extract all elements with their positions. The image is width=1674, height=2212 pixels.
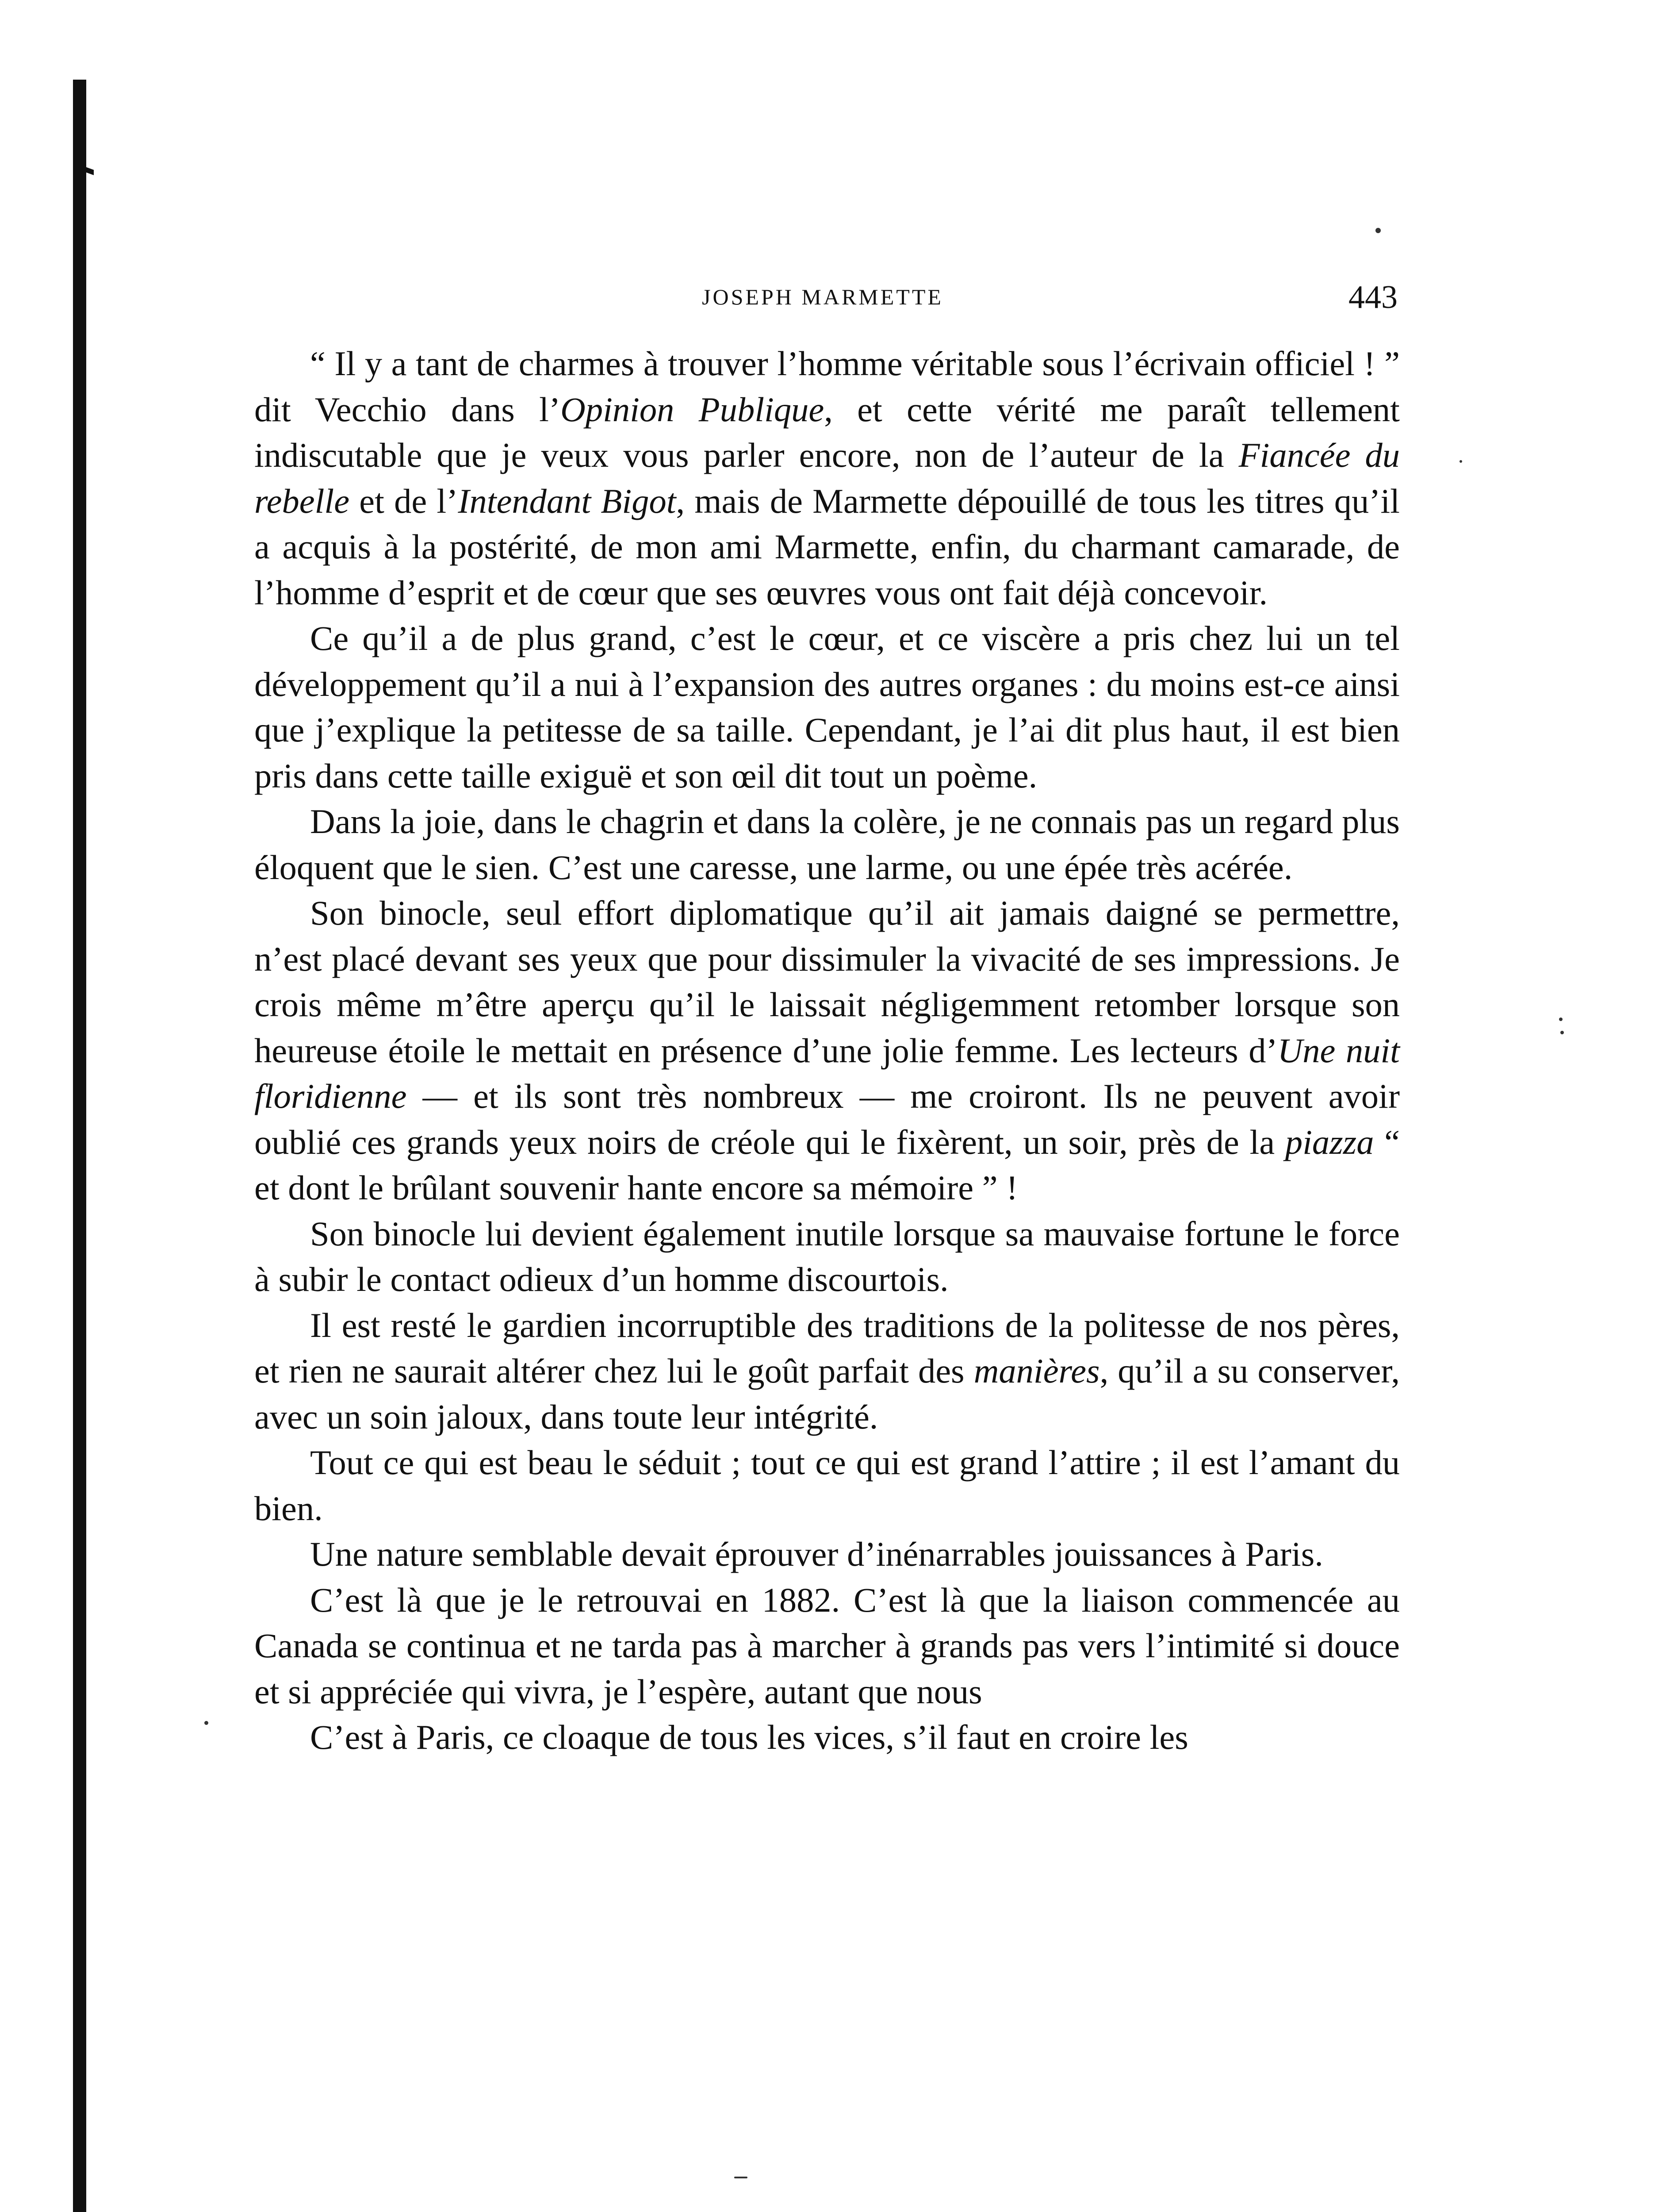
scan-speck	[1560, 1031, 1564, 1034]
text-run: — et ils sont très nombreux — me croiront. Ils ne peuvent avoir oublié ces grands yeux noirs de créole qui le fixèrent, un soir, près de la	[254, 1077, 1400, 1161]
text-run: Son binocle lui devient également inutile lorsque sa mauvaise fortune le force à subir le contact odieux d’un homme discourtois.	[254, 1214, 1400, 1298]
text-run: C’est là que je le retrouvai en 1882. C’est là que la liaison commencée au Canada se continua et ne tarda pas à marcher à grands pas vers l’intimité si douce et si appréciée qui vivra, je l’espère, autant que nous	[254, 1580, 1400, 1711]
paragraph-3	[254, 799, 1400, 890]
italic-title: Intendant Bigot	[458, 481, 676, 520]
text-run: C’est à Paris, ce cloaque de tous les vices, s’il faut en croire les	[310, 1718, 1188, 1756]
text-run: Son binocle, seul effort diplomatique qu’il ait jamais daigné se permettre, n’est placé devant ses yeux que pour dissimuler la vivacité de ses impressions. Je crois même m’être aperçu qu’il le laissait négligemment retomber lorsque son heureuse étoile le mettait en présence d’une jolie femme. Les lecteurs d’	[254, 894, 1400, 1070]
italic-title: Fiancée du rebelle	[254, 436, 1400, 520]
paragraph-10	[254, 1714, 1400, 1760]
scan-speck	[734, 2177, 747, 2178]
italic-title: Une nuit floridienne	[254, 1031, 1400, 1115]
page-number: 443	[1348, 279, 1398, 315]
book-spine-edge	[73, 80, 86, 2212]
running-head: JOSEPH MARMETTE	[702, 284, 943, 309]
paragraph-2	[254, 615, 1400, 799]
body-text	[254, 341, 1400, 1760]
text-run: Dans la joie, dans le chagrin et dans la colère, je ne connais pas un regard plus éloquent que le sien. C’est une caresse, une larme, ou une épée très acérée.	[254, 802, 1400, 887]
scan-speck	[204, 1721, 208, 1725]
italic-word: piazza	[1285, 1122, 1374, 1161]
scan-speck	[1375, 228, 1381, 233]
paragraph-4	[254, 890, 1400, 1211]
text-run: Il est resté le gardien incorruptible des traditions de la politesse de nos pères, et rien ne saurait altérer chez lui le goût parfait des	[254, 1306, 1400, 1390]
text-run: , et cette vérité me paraît tellement indiscutable que je veux vous parler encore, non de l’auteur de la	[254, 390, 1400, 474]
scan-speck	[1459, 460, 1462, 463]
paragraph-6	[254, 1302, 1400, 1440]
italic-title: Opinion Publique	[560, 390, 824, 429]
text-run: “ et dont le brûlant souvenir hante encore sa mémoire ” !	[254, 1122, 1400, 1207]
paragraph-7	[254, 1440, 1400, 1531]
paragraph-8	[254, 1531, 1400, 1577]
page-header	[248, 279, 1398, 327]
text-run: Ce qu’il a de plus grand, c’est le cœur, et ce viscère a pris chez lui un tel développement qu’il a nui à l’expansion des autres organes : du moins est-ce ainsi que j’explique la petitesse de sa taille. Cependant, je l’ai dit plus haut, il est bien pris dans cette taille exiguë et son œil dit tout un poème.	[254, 619, 1400, 795]
italic-word: manières	[973, 1352, 1100, 1390]
text-run: , qu’il a su conserver, avec un soin jaloux, dans toute leur intégrité.	[254, 1352, 1400, 1436]
paragraph-5	[254, 1211, 1400, 1302]
text-run: “ Il y a tant de charmes à trouver l’homme véritable sous l’écrivain officiel ! ” dit Vecchio dans l’	[254, 344, 1400, 429]
text-run: et de l’	[349, 481, 458, 520]
text-run: Tout ce qui est beau le séduit ; tout ce qui est grand l’attire ; il est l’amant du bien.	[254, 1443, 1400, 1528]
text-run: , mais de Marmette dépouillé de tous les titres qu’il a acquis à la postérité, de mon ami Marmette, enfin, du charmant camarade, de l’homme d’esprit et de cœur que ses œuvres vous ont fait déjà concevoir.	[254, 481, 1400, 612]
paragraph-9	[254, 1577, 1400, 1715]
scan-speck	[1559, 1018, 1563, 1021]
text-run: Une nature semblable devait éprouver d’inénarrables jouissances à Paris.	[310, 1535, 1323, 1573]
paragraph-1	[254, 341, 1400, 615]
